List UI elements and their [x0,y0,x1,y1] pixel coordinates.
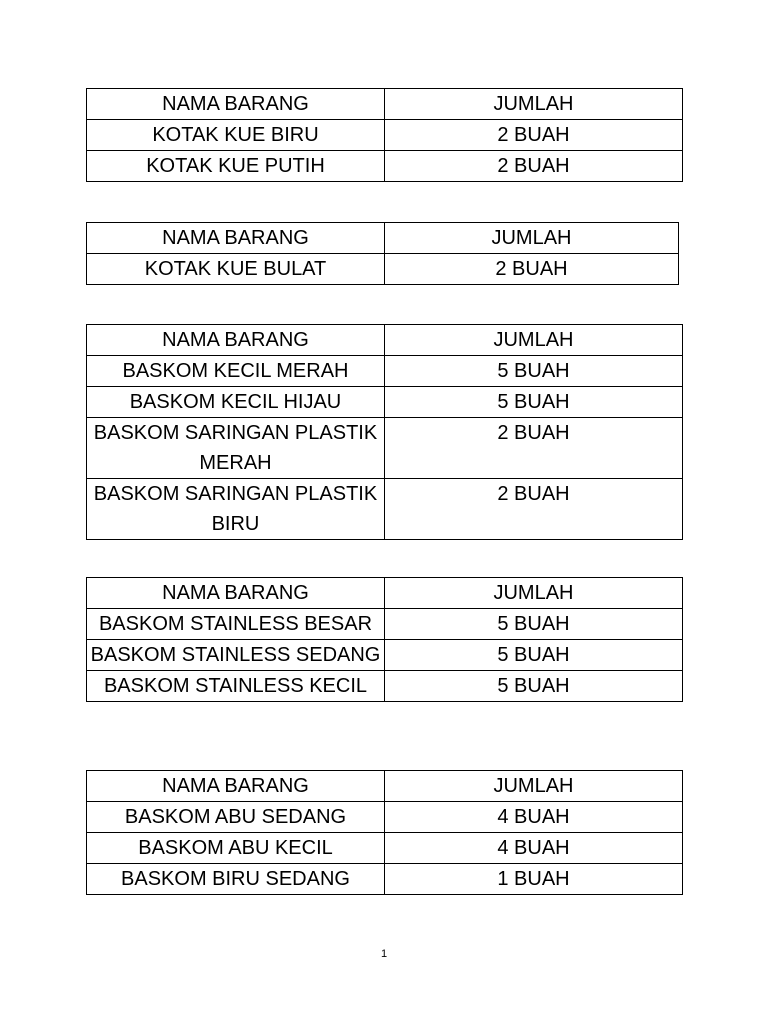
inventory-table-2 [86,222,679,285]
table-row [87,671,683,702]
table-header-row [87,325,683,356]
table-row [87,418,683,479]
item-quantity: 5 BUAH [385,387,683,418]
item-name: KOTAK KUE PUTIH [87,151,385,182]
item-quantity: 5 BUAH [385,640,683,671]
inventory-table-1 [86,88,683,182]
table-row [87,151,683,182]
table-header-row [87,223,679,254]
header-jumlah: JUMLAH [385,578,683,609]
item-name: KOTAK KUE BULAT [87,254,385,285]
item-name: BASKOM KECIL MERAH [87,356,385,387]
header-nama-barang: NAMA BARANG [87,223,385,254]
table-row [87,387,683,418]
inventory-table-5 [86,770,683,895]
header-nama-barang: NAMA BARANG [87,89,385,120]
item-name: BASKOM STAINLESS KECIL [87,671,385,702]
item-quantity: 2 BUAH [385,120,683,151]
item-quantity: 4 BUAH [385,802,683,833]
table-row [87,640,683,671]
item-quantity: 2 BUAH [385,418,683,479]
item-quantity: 2 BUAH [385,479,683,540]
item-quantity: 2 BUAH [385,254,679,285]
item-name: BASKOM ABU KECIL [87,833,385,864]
table-header-row [87,578,683,609]
item-name: BASKOM SARINGAN PLASTIK BIRU [87,479,385,540]
header-nama-barang: NAMA BARANG [87,771,385,802]
header-jumlah: JUMLAH [385,89,683,120]
header-nama-barang: NAMA BARANG [87,325,385,356]
item-quantity: 2 BUAH [385,151,683,182]
table-header-row [87,89,683,120]
item-name: BASKOM SARINGAN PLASTIK MERAH [87,418,385,479]
item-name: BASKOM BIRU SEDANG [87,864,385,895]
inventory-table-3 [86,324,683,540]
item-quantity: 1 BUAH [385,864,683,895]
item-name: BASKOM STAINLESS SEDANG [87,640,385,671]
header-jumlah: JUMLAH [385,223,679,254]
page-number: 1 [380,948,388,960]
header-nama-barang: NAMA BARANG [87,578,385,609]
table-header-row [87,771,683,802]
table-row [87,479,683,540]
table-row [87,864,683,895]
table-row [87,254,679,285]
item-name: KOTAK KUE BIRU [87,120,385,151]
item-quantity: 5 BUAH [385,356,683,387]
item-name: BASKOM STAINLESS BESAR [87,609,385,640]
table-row [87,356,683,387]
table-row [87,609,683,640]
inventory-table-4 [86,577,683,702]
item-quantity: 5 BUAH [385,609,683,640]
item-name: BASKOM KECIL HIJAU [87,387,385,418]
item-quantity: 5 BUAH [385,671,683,702]
table-row [87,833,683,864]
table-row [87,802,683,833]
header-jumlah: JUMLAH [385,325,683,356]
table-row [87,120,683,151]
item-quantity: 4 BUAH [385,833,683,864]
header-jumlah: JUMLAH [385,771,683,802]
item-name: BASKOM ABU SEDANG [87,802,385,833]
